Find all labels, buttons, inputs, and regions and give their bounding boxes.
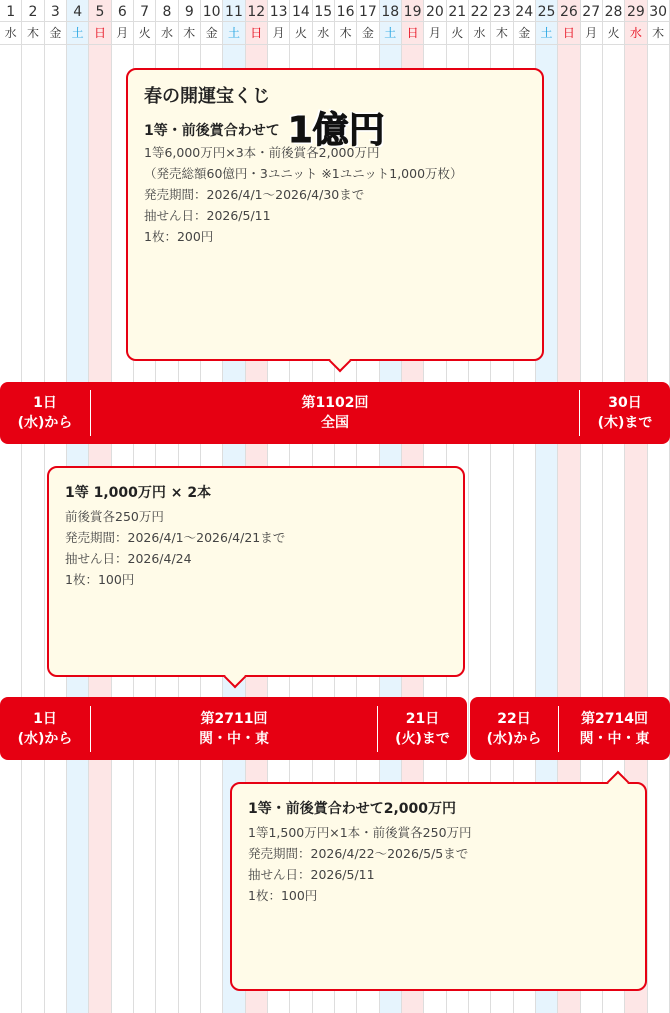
day-number: 18 — [380, 0, 401, 22]
detail-line: 発売期間：2026/4/1〜2026/4/30まで — [144, 187, 365, 202]
weekday: 日 — [558, 22, 579, 45]
end-day: 21日 — [405, 710, 440, 727]
start-day: 1日 — [33, 395, 57, 411]
detail-line: 抽せん日：2026/5/11 — [144, 208, 271, 223]
weekday: 水 — [469, 22, 490, 45]
start-label: (水)から — [17, 730, 73, 747]
weekday: 火 — [603, 22, 624, 45]
detail-line: 1等6,000万円×3本・前後賞各2,000万円 — [144, 145, 380, 160]
weekday: 土 — [223, 22, 244, 45]
day-number: 8 — [156, 0, 177, 22]
weekday: 水 — [156, 22, 177, 45]
start-day: 22日 — [497, 710, 531, 727]
weekday: 土 — [536, 22, 557, 45]
day-number: 29 — [625, 0, 646, 22]
day-number: 17 — [357, 0, 378, 22]
day-number: 11 — [223, 0, 244, 22]
weekday: 木 — [179, 22, 200, 45]
day-number: 30 — [648, 0, 669, 22]
day-number: 22 — [469, 0, 490, 22]
day-number: 24 — [514, 0, 535, 22]
detail-line: 1枚：200円 — [144, 229, 214, 244]
lottery-headline — [144, 110, 526, 151]
headline-text: 1等・前後賞合わせて — [144, 123, 280, 139]
day-number: 14 — [290, 0, 311, 22]
day-number: 12 — [246, 0, 267, 22]
schedule-bar-1102[interactable] — [0, 382, 670, 444]
lottery-title: 春の開運宝くじ — [144, 86, 270, 107]
region: 関・中・東 — [199, 730, 269, 747]
end-day: 30日 — [608, 395, 642, 411]
lottery-headline: 1等・前後賞合わせて2,000万円 — [248, 801, 457, 817]
day-number: 20 — [424, 0, 445, 22]
weekday: 金 — [357, 22, 378, 45]
day-number: 6 — [112, 0, 133, 22]
end-label: (木)まで — [597, 415, 653, 431]
day-number: 3 — [45, 0, 66, 22]
weekday: 土 — [67, 22, 88, 45]
day-number: 10 — [201, 0, 222, 22]
info-bubble-2714 — [230, 782, 647, 991]
issue-number: 第1102回 — [301, 395, 369, 411]
detail-line: 1等1,500万円×1本・前後賞各250万円 — [248, 825, 472, 840]
weekday: 金 — [45, 22, 66, 45]
info-bubble-haru-kaiun — [126, 68, 544, 361]
weekday: 水 — [625, 22, 646, 45]
weekday: 月 — [268, 22, 289, 45]
weekday: 日 — [402, 22, 423, 45]
weekday: 木 — [22, 22, 43, 45]
weekday: 土 — [380, 22, 401, 45]
weekday: 火 — [134, 22, 155, 45]
start-day: 1日 — [33, 710, 57, 727]
start-label: (水)から — [17, 415, 73, 431]
schedule-bar-2714[interactable] — [470, 697, 670, 760]
schedule-bar-2711[interactable] — [0, 697, 467, 760]
weekday: 金 — [514, 22, 535, 45]
day-number: 16 — [335, 0, 356, 22]
day-column — [22, 0, 44, 1013]
weekday: 木 — [491, 22, 512, 45]
detail-line: 発売期間：2026/4/22〜2026/5/5まで — [248, 846, 469, 861]
detail-line: 前後賞各250万円 — [65, 509, 164, 524]
day-column — [648, 0, 670, 1013]
issue-number: 第2711回 — [200, 710, 268, 727]
weekday: 火 — [447, 22, 468, 45]
weekday: 水 — [0, 22, 21, 45]
day-column — [0, 0, 22, 1013]
bar-end — [580, 382, 670, 444]
weekday: 月 — [424, 22, 445, 45]
detail-line: 1枚：100円 — [248, 888, 318, 903]
start-label: (水)から — [486, 730, 542, 747]
day-number: 25 — [536, 0, 557, 22]
day-number: 7 — [134, 0, 155, 22]
day-number: 19 — [402, 0, 423, 22]
weekday: 日 — [246, 22, 267, 45]
detail-line: 発売期間：2026/4/1〜2026/4/21まで — [65, 530, 286, 545]
weekday: 水 — [313, 22, 334, 45]
weekday: 火 — [290, 22, 311, 45]
day-number: 21 — [447, 0, 468, 22]
day-number: 28 — [603, 0, 624, 22]
day-number: 26 — [558, 0, 579, 22]
info-bubble-2711 — [47, 466, 465, 677]
lottery-headline: 1等 1,000万円 × 2本 — [65, 485, 212, 501]
bar-start — [0, 382, 90, 444]
day-number: 27 — [581, 0, 602, 22]
day-number: 2 — [22, 0, 43, 22]
detail-line: 抽せん日：2026/4/24 — [65, 551, 192, 566]
day-number: 13 — [268, 0, 289, 22]
issue-number: 第2714回 — [581, 710, 648, 727]
region: 関・中・東 — [579, 730, 650, 747]
day-number: 5 — [89, 0, 110, 22]
region: 全国 — [321, 415, 349, 431]
day-number: 23 — [491, 0, 512, 22]
weekday: 木 — [335, 22, 356, 45]
day-number: 4 — [67, 0, 88, 22]
day-number: 9 — [179, 0, 200, 22]
detail-line: 抽せん日：2026/5/11 — [248, 867, 375, 882]
detail-line: 1枚：100円 — [65, 572, 135, 587]
weekday: 日 — [89, 22, 110, 45]
weekday: 金 — [201, 22, 222, 45]
day-number: 1 — [0, 0, 21, 22]
day-number: 15 — [313, 0, 334, 22]
end-label: (火)まで — [395, 730, 450, 747]
weekday: 木 — [648, 22, 669, 45]
prize-amount: 1億円 — [287, 110, 385, 151]
bar-name — [91, 382, 579, 444]
weekday: 月 — [581, 22, 602, 45]
detail-line: （発売総額60億円・3ユニット ※1ユニット1,000万枚） — [144, 166, 463, 181]
weekday: 月 — [112, 22, 133, 45]
